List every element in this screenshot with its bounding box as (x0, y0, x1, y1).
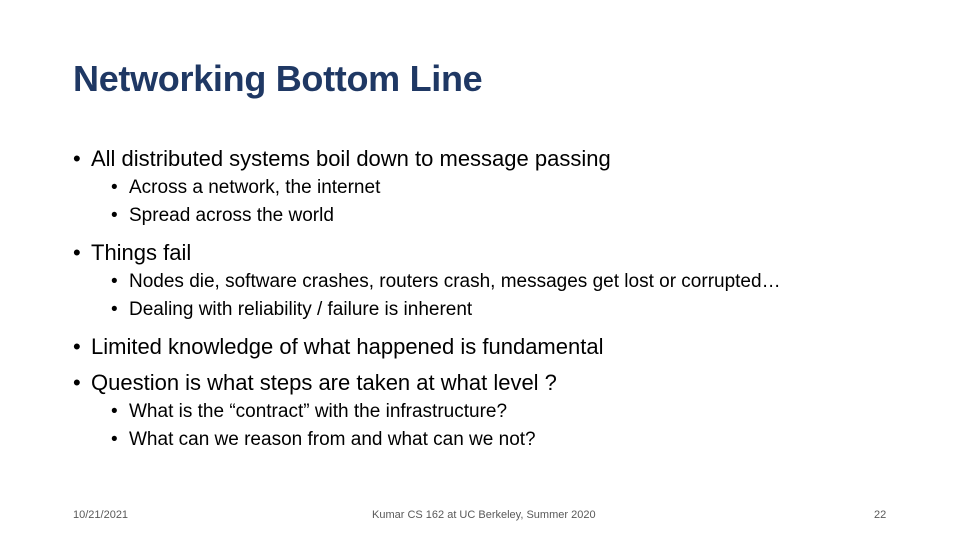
slide-content (73, 144, 933, 454)
bullet-2 (73, 238, 933, 268)
bullet-3 (73, 332, 933, 362)
bullet-4-text: Question is what steps are taken at what level ? (91, 370, 557, 395)
sub-bullet-4-2 (73, 426, 933, 454)
sub-bullet-dot: • (111, 299, 118, 320)
footer-page-number: 22 (874, 509, 887, 521)
sub-bullet-dot: • (111, 205, 118, 226)
sub-bullet-dot: • (111, 401, 118, 422)
bullet-4 (73, 368, 933, 398)
sub-bullet-4-1-text: What is the “contract” with the infrastructure? (129, 401, 508, 422)
bullet-dot: • (73, 334, 81, 359)
sub-bullet-2-1 (73, 268, 933, 296)
sub-bullet-1-2-text: Spread across the world (129, 205, 334, 226)
footer-course: Kumar CS 162 at UC Berkeley, Summer 2020 (372, 509, 596, 521)
sub-bullet-2-1-text: Nodes die, software crashes, routers crash, messages get lost or corrupted… (129, 271, 781, 292)
sub-bullet-1-1 (73, 174, 933, 202)
sub-bullet-1-1-text: Across a network, the internet (129, 177, 381, 198)
bullet-1-text: All distributed systems boil down to message passing (91, 146, 611, 171)
slide-title: Networking Bottom Line (73, 58, 483, 99)
sub-bullet-dot: • (111, 177, 118, 198)
bullet-dot: • (73, 370, 81, 395)
sub-bullet-2-2-text: Dealing with reliability / failure is inherent (129, 299, 473, 320)
sub-bullet-4-1 (73, 398, 933, 426)
sub-bullet-dot: • (111, 271, 118, 292)
sub-bullet-dot: • (111, 429, 118, 450)
bullet-dot: • (73, 146, 81, 171)
sub-bullet-1-2 (73, 202, 933, 230)
bullet-3-text: Limited knowledge of what happened is fundamental (91, 334, 604, 359)
bullet-2-text: Things fail (91, 240, 192, 265)
sub-bullet-2-2 (73, 296, 933, 324)
bullet-1 (73, 144, 933, 174)
footer-date: 10/21/2021 (73, 509, 129, 521)
bullet-dot: • (73, 240, 81, 265)
sub-bullet-4-2-text: What can we reason from and what can we not? (129, 429, 536, 450)
